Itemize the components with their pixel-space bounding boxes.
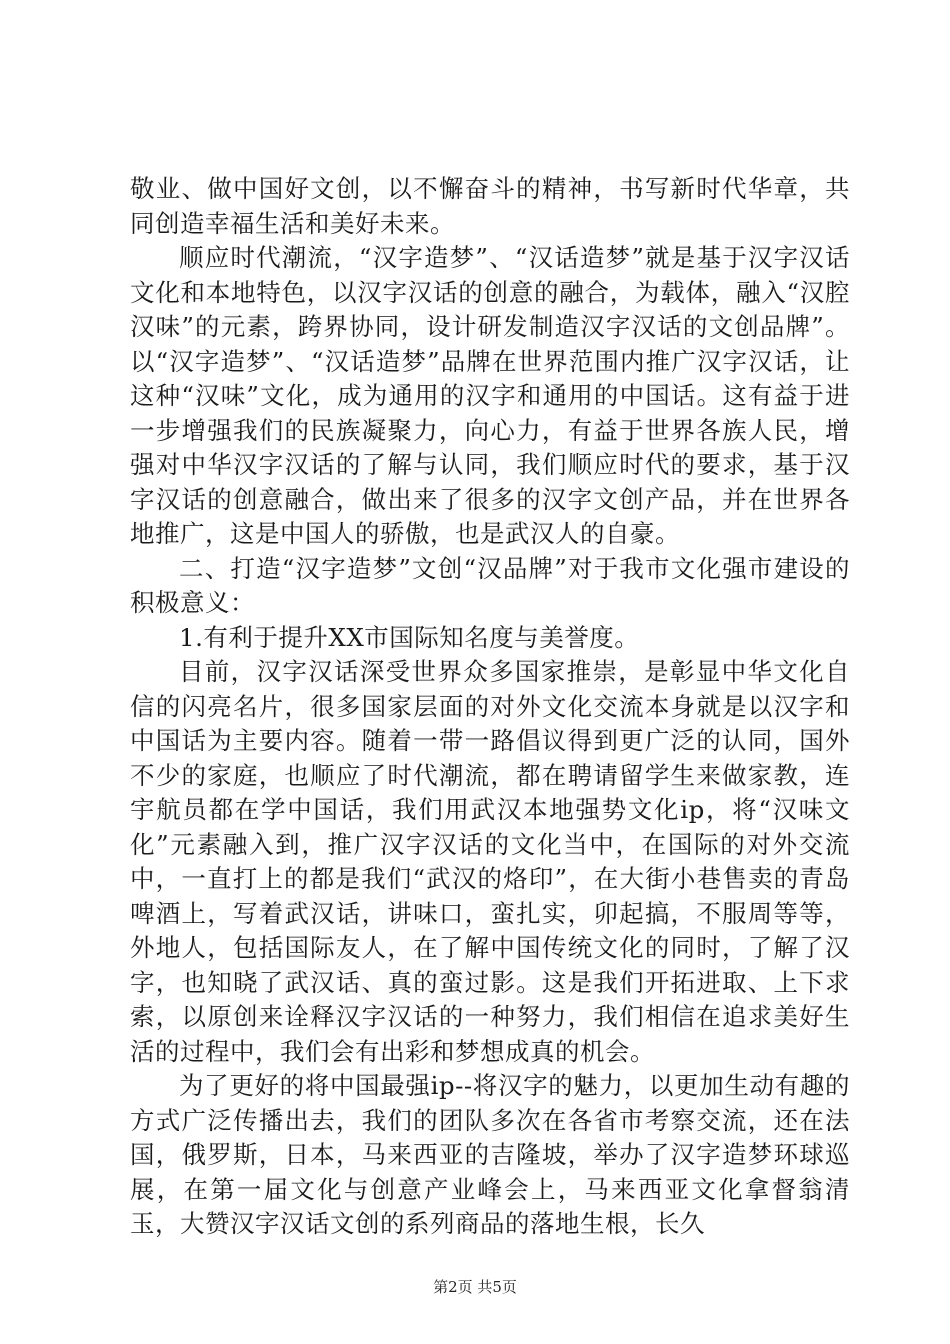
subsection-heading-1: 1.有利于提升XX市国际知名度与美誉度。 bbox=[179, 622, 640, 652]
paragraph-5: 目前，汉字汉话深受世界众多国家推崇，是彰显中华文化自信的闪亮名片，很多国家层面的对外文化交流本身就是以汉字和中国话为主要内容。随着一带一路倡议得到更广泛的认同，国外不少的家庭，也顺应了时代潮流，都在聘请留学生来做家教，连宇航员都在学中国话，我们用武汉本地强势文化ip，将“汉味文化”元素融入到，推广汉字汉话的文化当中，在国际的对外交流中，一直打上的都是我们“武汉的烙印”，在大街小巷售卖的青岛啤酒上，写着武汉话，讲味口，蛮扎实，卯起搞，不服周等等，外地人，包括国际友人，在了解中国传统文化的同时，了解了汉字，也知晓了武汉话、真的蛮过影。这是我们开拓进取、上下求索，以原创来诠释汉字汉话的一种努力，我们相信在追求美好生活的过程中，我们会有出彩和梦想成真的机会。 bbox=[130, 657, 850, 1066]
paragraph-2: 顺应时代潮流，“汉字造梦”、“汉话造梦”就是基于汉字汉话文化和本地特色，以汉字汉话的创意的融合，为载体，融入“汉腔汉味”的元素，跨界协同，设计研发制造汉字汉话的文创品牌”。以“汉字造梦”、“汉话造梦”品牌在世界范围内推广汉字汉话，让这种“汉味”文化，成为通用的汉字和通用的中国话。这有益于进一步增强我们的民族凝聚力，向心力，有益于世界各族人民，增强对中华汉字汉话的了解与认同，我们顺应时代的要求，基于汉字汉话的创意融合，做出来了很多的汉字文创产品，并在世界各地推广，这是中国人的骄傲，也是武汉人的自豪。 bbox=[130, 243, 850, 548]
paragraph-1: 敬业、做中国好文创，以不懈奋斗的精神，书写新时代华章，共同创造幸福生活和美好未来。 bbox=[130, 174, 850, 238]
page-footer: 第2页 共5页 bbox=[433, 1278, 517, 1296]
section-heading-2: 二、打造“汉字造梦”文创“汉品牌”对于我市文化强市建设的积极意义： bbox=[130, 553, 850, 617]
document-body bbox=[130, 172, 850, 1242]
paragraph-6: 为了更好的将中国最强ip--将汉字的魅力，以更加生动有趣的方式广泛传播出去，我们的团队多次在各省市考察交流，还在法国，俄罗斯，日本，马来西亚的吉隆坡，举办了汉字造梦环球巡展，在第一届文化与创意产业峰会上，马来西亚文化拿督翁清玉，大赞汉字汉话文创的系列商品的落地生根，长久 bbox=[130, 1071, 850, 1238]
